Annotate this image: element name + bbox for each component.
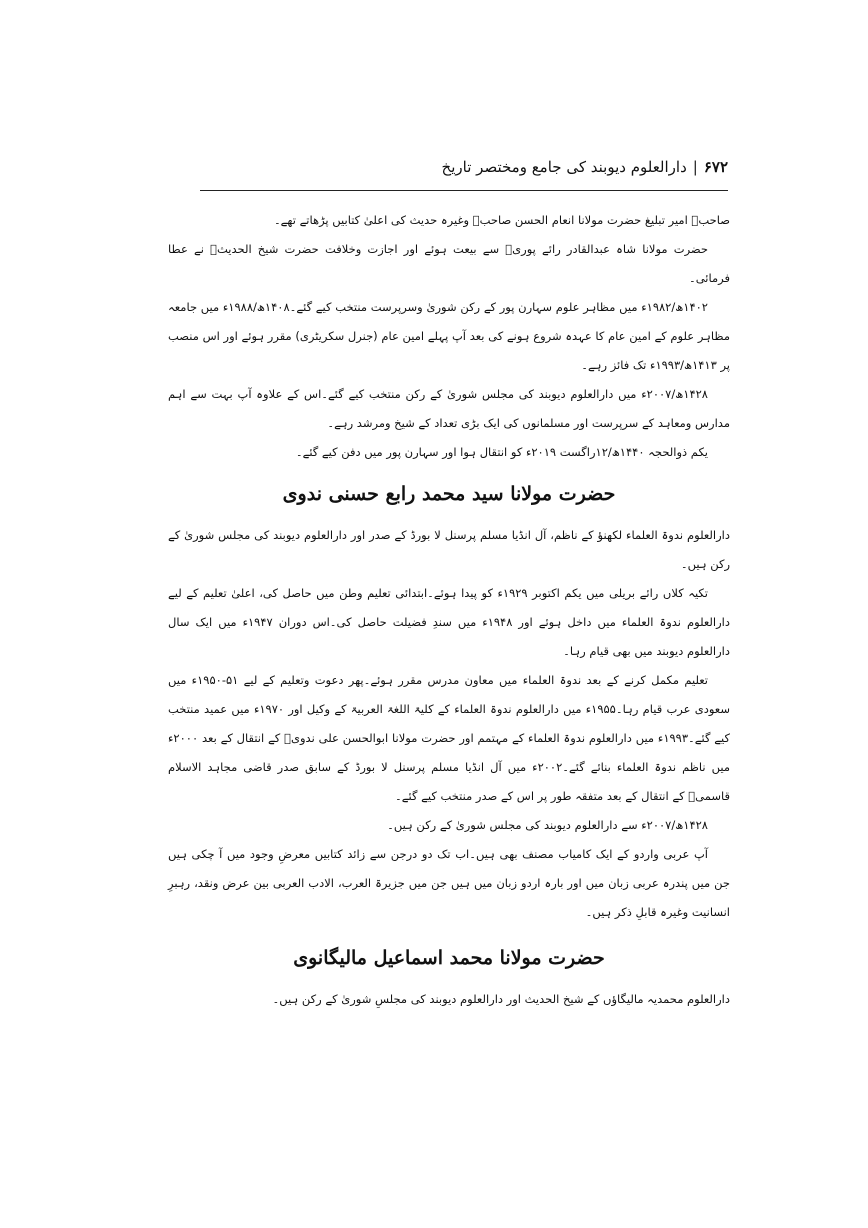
paragraph: ۱۴۲۸ھ/۲۰۰۷ء سے دارالعلوم دیوبند کی مجلس شوریٰ کے رکن ہیں۔ xyxy=(387,818,708,832)
paragraph: آپ عربی واردو کے ایک کامیاب مصنف بھی ہیں۔اب تک دو درجن سے زائد کتابیں معرضِ وجود میں آ چکی ہیں جن میں پندرہ عربی زبان میں اور بارہ اردو زبان میں ہیں جن میں جزیرۃ العرب، الادب العربی بین عرض ونقد، رہبرِ انسانیت وغیرہ قابلِ ذکر ہیں۔ xyxy=(168,847,730,919)
header-rule xyxy=(200,190,728,191)
paragraph: حضرت مولانا شاہ عبدالقادر رائے پوریؒ سے بیعت ہوئے اور اجازت وخلافت حضرت شیخ الحدیثؒ نے عطا فرمائی۔ xyxy=(168,242,730,285)
paragraph: ۱۴۰۲ھ/۱۹۸۲ء میں مظاہر علوم سہارن پور کے رکن شوریٰ وسرپرست منتخب کیے گئے۔۱۴۰۸ھ/۱۹۸۸ء میں جامعہ مظاہر علوم کے امین عام کا عہدہ شروع ہونے کی بعد آپ پہلے امین عام (جنرل سکریٹری) مقرر ہوئے اور اس منصب پر ۱۴۱۳ھ/۱۹۹۳ء تک فائز رہے۔ xyxy=(168,300,730,372)
page-number: ۶۷۲ xyxy=(703,157,728,176)
paragraph: تکیہ کلاں رائے بریلی میں یکم اکتوبر ۱۹۲۹ء کو پیدا ہوئے۔ابتدائی تعلیم وطن میں حاصل کی، اعلیٰ تعلیم کے لیے دارالعلوم ندوۃ العلماء میں داخل ہوئے اور ۱۹۴۸ء میں سندِ فضیلت حاصل کی۔اس دوران ۱۹۴۷ء میں ایک سال دارالعلوم دیوبند میں بھی قیام رہا۔ xyxy=(168,586,730,658)
page-content xyxy=(168,206,730,1014)
running-header xyxy=(200,150,728,184)
header-separator: | xyxy=(692,157,698,176)
paragraph: تعلیم مکمل کرنے کے بعد ندوۃ العلماء میں معاون مدرس مقرر ہوئے۔پھر دعوت وتعلیم کے لیے ۵۱-۱۹۵۰ء میں سعودی عرب قیام رہا۔۱۹۵۵ء میں دارالعلوم ندوۃ العلماء کے کلیۃ اللغۃ العربیۃ کے وکیل اور ۱۹۷۰ء میں عمید منتخب کیے گئے۔۱۹۹۳ء میں دارالعلوم ندوۃ العلماء کے مہتمم اور حضرت مولانا ابوالحسن علی ندویؒ کے انتقال کے بعد ۲۰۰۰ء میں ناظم ندوۃ العلماء بنائے گئے۔۲۰۰۲ء میں آل انڈیا مسلم پرسنل لا بورڈ کے سابق صدر قاضی مجاہد الاسلام قاسمیؒ کے انتقال کے بعد متفقہ طور پر اس کے صدر منتخب کیے گئے۔ xyxy=(168,673,730,803)
paragraph: دارالعلوم ندوۃ العلماء لکھنؤ کے ناظم، آل انڈیا مسلم پرسنل لا بورڈ کے صدر اور دارالعلوم دیوبند کی مجلس شوریٰ کے رکن ہیں۔ xyxy=(168,528,730,571)
paragraph: یکم ذوالحجہ ۱۴۴۰ھ/۱۲راگست ۲۰۱۹ء کو انتقال ہوا اور سہارن پور میں دفن کیے گئے۔ xyxy=(295,445,708,459)
paragraph: صاحبؒ امیر تبلیغ حضرت مولانا انعام الحسن صاحبؒ وغیرہ حدیث کی اعلیٰ کتابیں پڑھاتے تھے۔ xyxy=(273,213,730,227)
book-title: دارالعلوم دیوبند کی جامع ومختصر تاریخ xyxy=(441,157,687,176)
paragraph: دارالعلوم محمدیہ مالیگاؤں کے شیخ الحدیث اور دارالعلوم دیوبند کی مجلسِ شوریٰ کے رکن ہیں۔ xyxy=(272,992,730,1006)
paragraph: ۱۴۲۸ھ/۲۰۰۷ء میں دارالعلوم دیوبند کی مجلس شوریٰ کے رکن منتخب کیے گئے۔اس کے علاوہ آپ بہت سے اہم مدارس ومعاہد کے سرپرست اور مسلمانوں کی ایک بڑی تعداد کے شیخ ومرشد رہے۔ xyxy=(168,387,730,430)
section-heading-ismail-malegaonvi: حضرت مولانا محمد اسماعیل مالیگانوی xyxy=(293,947,605,969)
section-heading-rabey-nadvi: حضرت مولانا سید محمد رابع حسنی ندوی xyxy=(282,483,616,505)
